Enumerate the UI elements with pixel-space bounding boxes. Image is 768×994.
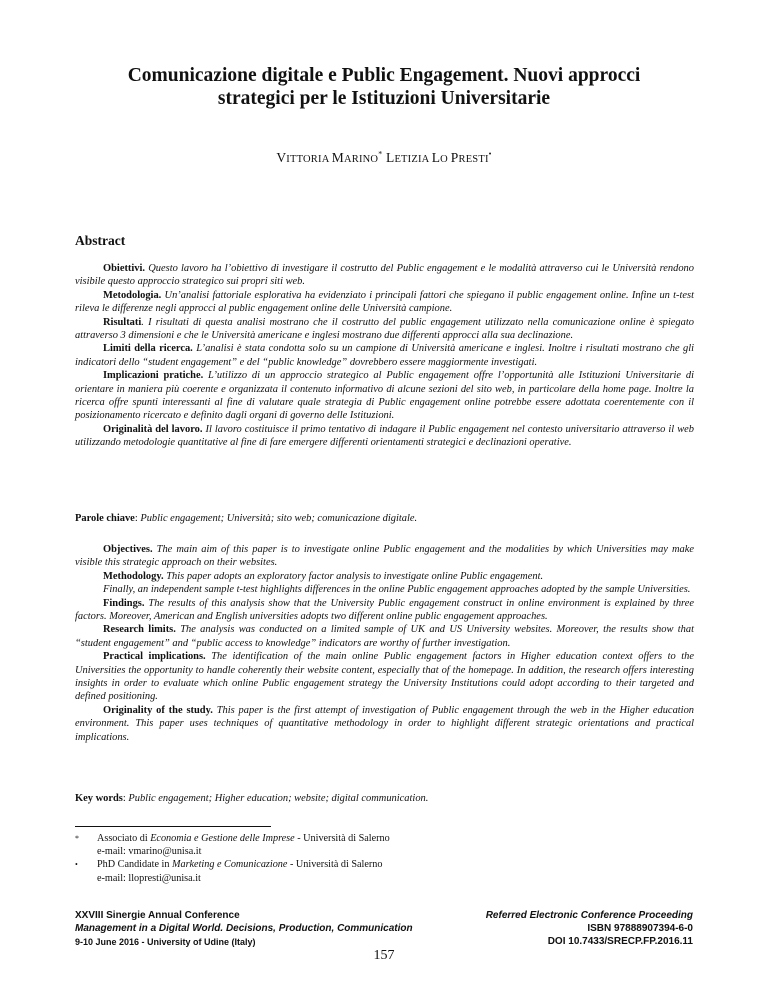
footnote-2-mark: • [75, 860, 78, 870]
footnote-1: * Associato di Economia e Gestione delle Imprese - Università di Salerno e-mail: vmarino@unisa.it [75, 832, 694, 858]
footer-proceeding-info: Referred Electronic Conference Proceeding ISBN 97888907394-6-0 DOI 10.7433/SRECP.FP.2016.11 [485, 910, 693, 947]
abstract-english [75, 543, 694, 744]
author-1-mark: * [378, 149, 383, 158]
abstract-paragraph: Objectives. The main aim of this paper is to investigate online Public engagement and the modalities by which Universities may make visible this strategic approach on their websites. [75, 544, 695, 569]
abstract-heading: Abstract [75, 233, 126, 248]
author-1: VITTORIA MARINO* [276, 149, 383, 165]
abstract-paragraph: Originality of the study. This paper is the first attempt of investigation of Public engagement through the web in the Higher education environment. This paper uses techniques of quantitative methodology in order to highlight different strategic orientations and practical implications. [75, 704, 695, 743]
page-number: 157 [373, 948, 395, 963]
title-line-2: strategici per le Istituzioni Universitarie [217, 88, 551, 109]
footnote-1-mark: * [75, 834, 79, 843]
title-line-1: Comunicazione digitale e Public Engagement. Nuovi approcci [127, 65, 641, 86]
abstract-paragraph: Methodology. This paper adopts an exploratory factor analysis to investigate online Public engagement. [103, 570, 544, 582]
abstract-paragraph: Risultati. I risultati di questa analisi mostrano che il costrutto del public engagement utilizzato nella comunicazione online è spiegato attraverso 3 dimensioni e che le Università americane e inglesi mostrano due differenti approcci alla sua declinazione. [75, 316, 694, 342]
footnote-2-email: e-mail: llopresti@unisa.it [97, 872, 201, 884]
abstract-paragraph: Limiti della ricerca. L’analisi è stata condotta solo su un campione di Università americane e inglesi. Inoltre i risultati mostrano che gli indicatori dello “student engagement” e del “public knowledge” dovrebbero essere maggiormente investigati. [75, 343, 694, 368]
keywords-italian: Parole chiave: Public engagement; Università; sito web; comunicazione digitale. [75, 513, 418, 524]
authors-line [0, 149, 768, 166]
footnote-2: • PhD Candidate in Marketing e Comunicazione - Università di Salerno e-mail: llopresti@unisa.it [75, 858, 694, 884]
abstract-italian [75, 262, 694, 450]
footer-conference-info: XXVIII Sinergie Annual Conference Management in a Digital World. Decisions, Production, Communication 9-10 June 2016 - University of Udine (Italy) [75, 910, 413, 947]
abstract-paragraph: Findings. The results of this analysis show that the University Public engagement construct in online environment is explained by three factors. Moreover, American and English universities adopts two different online public engagement approaches. [75, 597, 694, 623]
abstract-paragraph: Originalità del lavoro. Il lavoro costituisce il primo tentativo di indagare il Public engagement nel contesto universitario attraverso il web utilizzando metodologie quantitative al fine di fare emergere differenti orientamenti strategici e declinazioni operative. [75, 423, 695, 449]
footnotes [75, 832, 694, 885]
keywords-english: Key words: Public engagement; Higher education; website; digital communication. [75, 793, 429, 804]
footnote-1-email: e-mail: vmarino@unisa.it [97, 846, 202, 858]
footnote-divider [75, 826, 271, 827]
abstract-paragraph: Metodologia. Un’analisi fattoriale esplorativa ha evidenziato i principali fattori che spiegano il public engagement online. Infine un t-test rileva le differenze negli approcci al public engagement online delle Università campione. [75, 289, 695, 315]
abstract-paragraph: Obiettivi. Questo lavoro ha l’obiettivo di investigare il costrutto del Public engagement e le modalità attraverso cui le Università rendono visibile questo approccio strategico sui propri siti web. [75, 263, 694, 288]
author-2-mark: • [488, 149, 492, 158]
abstract-paragraph: Finally, an independent sample t-test highlights differences in the online Public engagement approaches adopted by the sample Universities. [103, 584, 691, 596]
abstract-paragraph: Practical implications. The identification of the main online Public engagement factors in Higher education context offers to the Universities the opportunity to handle coherently their website content, especially that of the homepage. In addition, the research offers interesting insights in order to evaluate which online Public engagement strategy the University Institutions could adopt according to their targeted and defined positioning. [75, 651, 695, 703]
author-2: LETIZIA LO PRESTI• [385, 149, 492, 165]
paper-title [80, 64, 688, 110]
abstract-paragraph: Research limits. The analysis was conducted on a limited sample of UK and US University websites. Moreover, the results show that “student engagement” and “public access to knowledge” indicators are worthy of further investigation. [75, 624, 694, 649]
abstract-paragraph: Implicazioni pratiche. L’utilizzo di un approccio strategico al Public engagement offre l’opportunità alle Istituzioni Universitarie di orientare in maniera più coerente e organizzata il contenuto informativo di alcune sezioni del sito web, in particolare della home page. Inoltre la ricerca offre spunti interessanti al fine di valutare quale strategia di Public engagement online potrebbe essere adottata coerentemente con il posizionamento ricercato e definito dagli organi di governo delle Istituzioni. [75, 370, 694, 422]
